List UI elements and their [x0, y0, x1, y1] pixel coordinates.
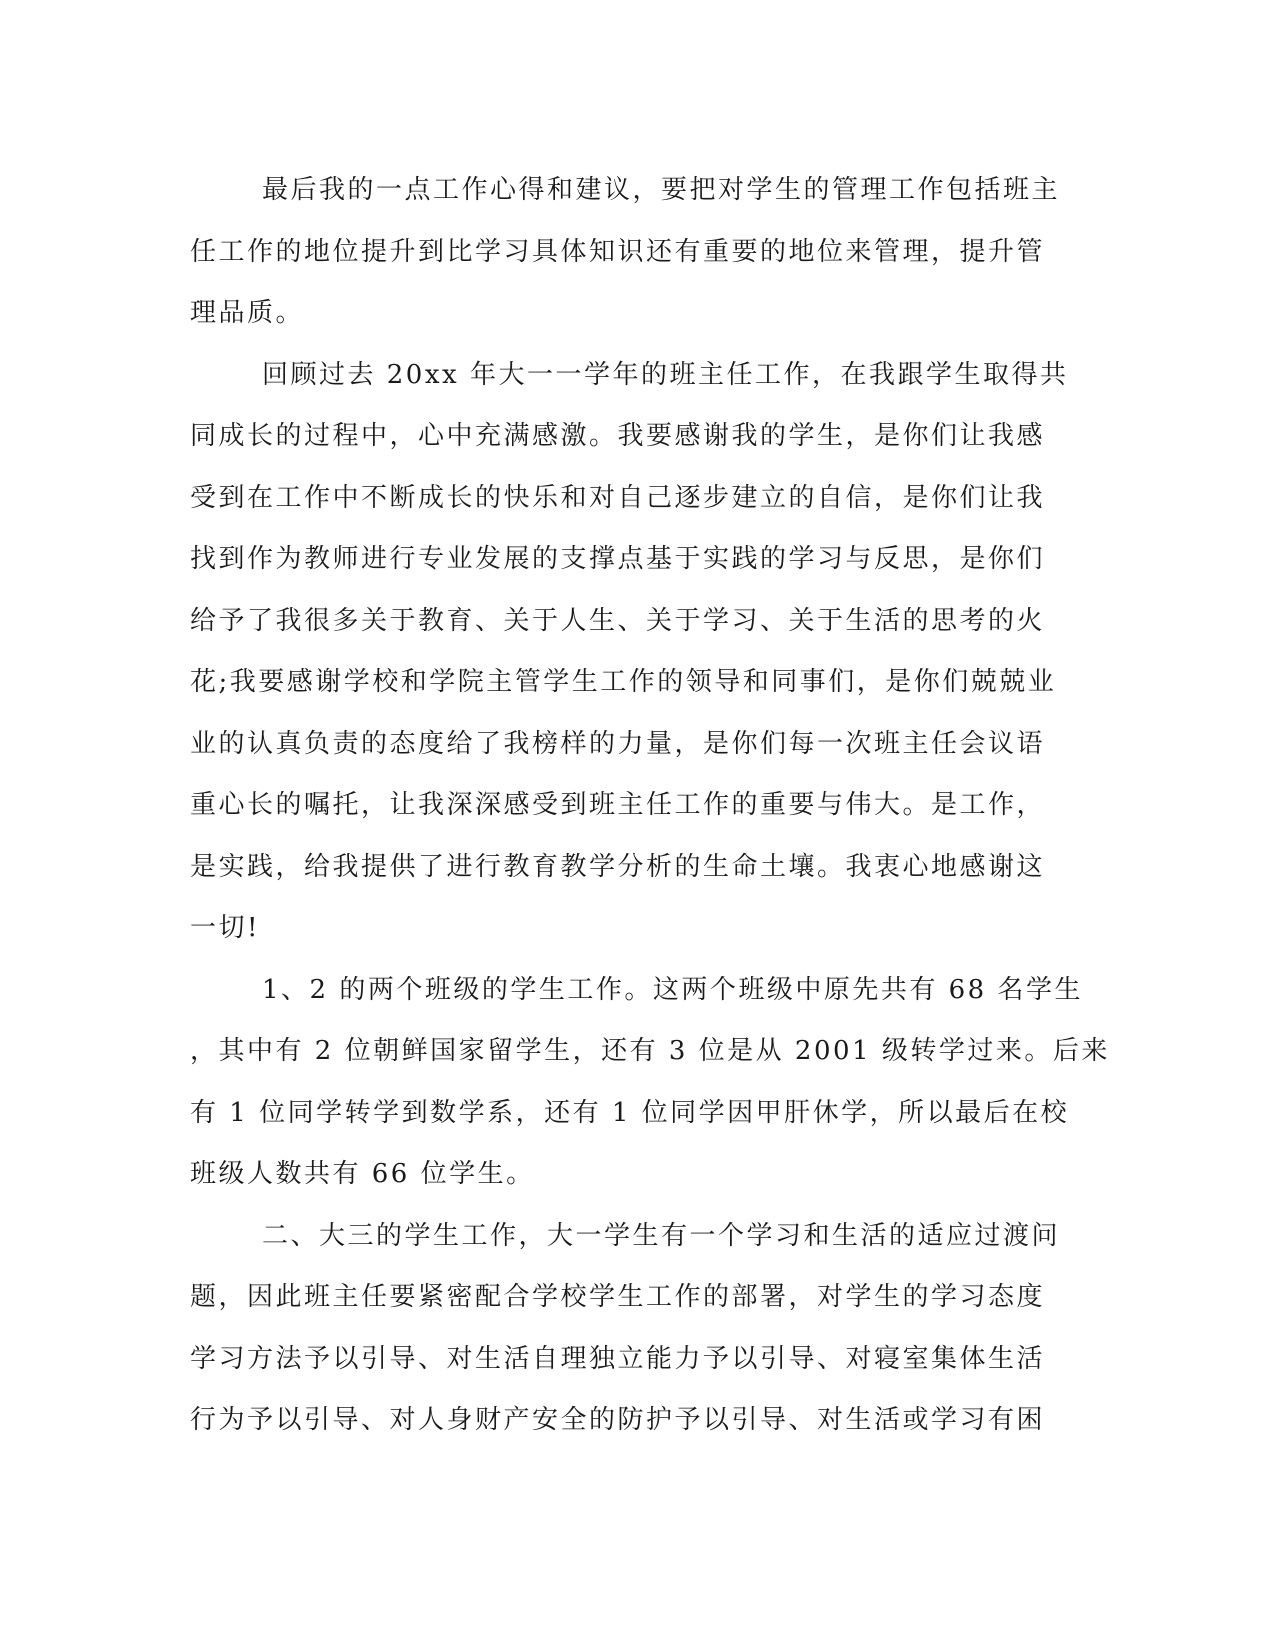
text-line: ，其中有 2 位朝鲜国家留学生，还有 3 位是从 2001 级转学过来。后来 [190, 1036, 1110, 1066]
text-line: 学习方法予以引导、对生活自理独立能力予以引导、对寝室集体生活 [190, 1343, 1046, 1374]
paragraph-3 [190, 960, 1110, 1206]
text-line: 同成长的过程中，心中充满感激。我要感谢我的学生，是你们让我感 [190, 421, 1046, 451]
paragraph-2 [190, 345, 1070, 960]
document-body [190, 160, 1110, 1452]
text-line: 回顾过去 20xx 年大一一学年的班主任工作，在我跟学生取得共 [262, 359, 1069, 390]
text-line: 最后我的一点工作心得和建议，要把对学生的管理工作包括班主 [262, 175, 1061, 205]
text-line: 1、2 的两个班级的学生工作。这两个班级中原先共有 68 名学生 [262, 974, 1083, 1005]
text-line: 找到作为教师进行专业发展的支撑点基于实践的学习与反思，是你们 [190, 544, 1046, 574]
text-line: 班级人数共有 66 位学生。 [190, 1159, 535, 1189]
paragraph-4 [190, 1206, 1070, 1452]
text-line: 重心长的嘱托，让我深深感受到班主任工作的重要与伟大。是工作， [190, 790, 1046, 820]
text-line: 二、大三的学生工作，大一学生有一个学习和生活的适应过渡问 [262, 1220, 1061, 1251]
text-line: 任工作的地位提升到比学习具体知识还有重要的地位来管理，提升管 [190, 236, 1046, 267]
paragraph-1 [190, 160, 1070, 345]
text-line: 理品质。 [190, 298, 305, 328]
text-line: 业的认真负责的态度给了我榜样的力量，是你们每一次班主任会议语 [190, 728, 1046, 759]
text-line: 给予了我很多关于教育、关于人生、关于学习、关于生活的思考的火 [190, 605, 1046, 636]
text-line: 是实践，给我提供了进行教育教学分析的生命土壤。我衷心地感谢这 [190, 851, 1046, 882]
text-line: 受到在工作中不断成长的快乐和对自己逐步建立的自信，是你们让我 [190, 482, 1046, 513]
text-line: 一切! [190, 913, 260, 943]
text-line: 题，因此班主任要紧密配合学校学生工作的部署，对学生的学习态度 [190, 1282, 1046, 1312]
text-line: 花;我要感谢学校和学院主管学生工作的领导和同事们，是你们兢兢业 [190, 667, 1057, 697]
text-line: 行为予以引导、对人身财产安全的防护予以引导、对生活或学习有困 [190, 1405, 1046, 1435]
text-line: 有 1 位同学转学到数学系，还有 1 位同学因甲肝休学，所以最后在校 [190, 1097, 1070, 1128]
